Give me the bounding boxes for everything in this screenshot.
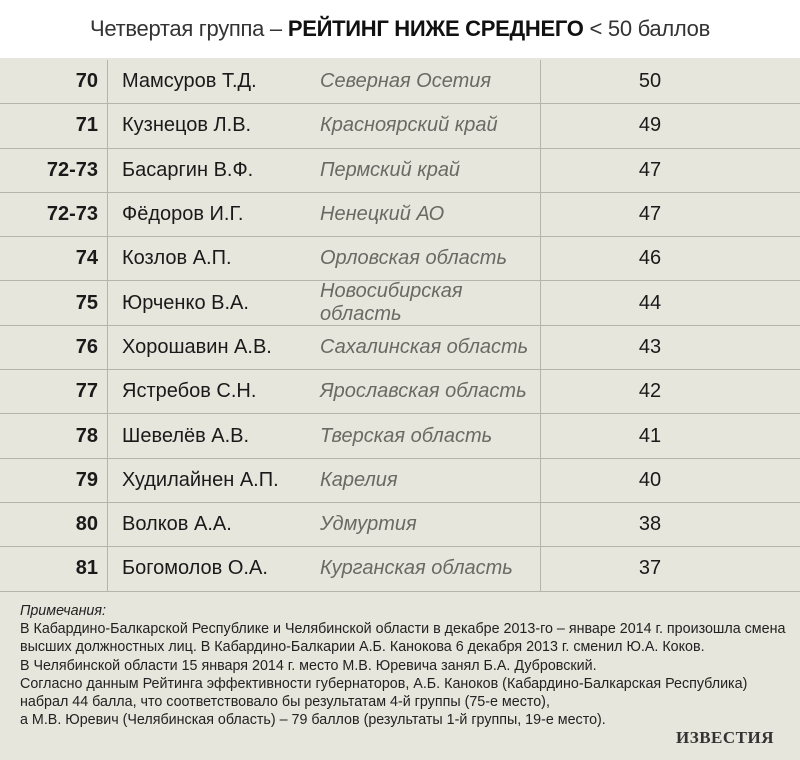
region-cell: Ненецкий АО	[320, 203, 445, 226]
region-cell: Карелия	[320, 468, 398, 491]
region-cell: Тверская область	[320, 424, 493, 447]
score-cell: 43	[638, 335, 662, 358]
table-row	[0, 503, 800, 547]
score-cell: 47	[638, 158, 662, 181]
region-cell: Ярославская область	[320, 380, 527, 403]
name-cell: Худилайнен А.П.	[122, 468, 279, 491]
table-row	[0, 104, 800, 148]
title-prefix: Четвертая группа –	[90, 16, 282, 41]
score-cell: 46	[638, 247, 662, 270]
region-cell: Курганская область	[320, 557, 513, 580]
rank-cell: 74	[75, 247, 98, 270]
rank-cell: 77	[75, 380, 98, 403]
table-row	[0, 547, 800, 591]
rank-cell: 79	[75, 468, 98, 491]
score-cell: 49	[638, 114, 662, 137]
rank-cell: 81	[75, 557, 98, 580]
name-cell: Басаргин В.Ф.	[122, 158, 254, 181]
name-cell: Волков А.А.	[122, 513, 232, 536]
rank-cell: 76	[75, 335, 98, 358]
table-row	[0, 60, 800, 104]
region-cell: Пермский край	[320, 158, 461, 181]
score-cell: 44	[638, 291, 662, 314]
note-line: а М.В. Юревич (Челябинская область) – 79 баллов (результаты 1-й группы, 19-е место).	[20, 712, 606, 729]
rank-cell: 72-73	[46, 158, 98, 181]
name-cell: Фёдоров И.Г.	[122, 203, 244, 226]
rank-cell: 70	[75, 70, 98, 93]
notes	[20, 602, 786, 729]
score-cell: 42	[638, 380, 662, 403]
name-cell: Мамсуров Т.Д.	[122, 70, 257, 93]
score-cell: 38	[638, 513, 662, 536]
column-divider	[540, 60, 541, 592]
note-line: В Кабардино-Балкарской Республике и Челябинской области в декабре 2013-го – январе 2014 г. произошла смена	[20, 621, 786, 638]
table-row	[0, 193, 800, 237]
note-line: Согласно данным Рейтинга эффективности губернаторов, А.Б. Каноков (Кабардино-Балкарская Республика)	[20, 675, 748, 692]
name-cell: Козлов А.П.	[122, 247, 232, 270]
column-divider	[107, 60, 108, 592]
rating-table	[0, 60, 800, 592]
table-row	[0, 370, 800, 414]
region-cell: Удмуртия	[320, 513, 417, 536]
table-row	[0, 459, 800, 503]
izvestia-logo: ИЗВЕСТИЯ	[676, 728, 774, 747]
table-row	[0, 149, 800, 193]
score-cell: 50	[638, 70, 662, 93]
table-title	[0, 0, 800, 58]
table-row	[0, 281, 800, 325]
rank-cell: 71	[75, 114, 98, 137]
name-cell: Хорошавин А.В.	[122, 335, 272, 358]
region-cell: Сахалинская область	[320, 335, 529, 358]
note-line: высших должностных лиц. В Кабардино-Балкарии А.Б. Канокова 6 декабря 2013 г. сменил Ю.А. Коков.	[20, 639, 705, 656]
title-suffix: < 50 баллов	[589, 16, 710, 41]
score-cell: 40	[638, 468, 662, 491]
note-line: В Челябинской области 15 января 2014 г. место М.В. Юревича занял Б.А. Дубровский.	[20, 657, 597, 674]
table-row	[0, 237, 800, 281]
name-cell: Кузнецов Л.В.	[122, 114, 252, 137]
title-emphasis: РЕЙТИНГ НИЖЕ СРЕДНЕГО	[287, 16, 584, 41]
rank-cell: 78	[75, 424, 98, 447]
region-cell: Новосибирская область	[320, 280, 463, 326]
score-cell: 47	[638, 203, 662, 226]
notes-title: Примечания:	[20, 603, 106, 619]
region-cell: Орловская область	[320, 247, 507, 270]
region-cell: Красноярский край	[320, 114, 498, 137]
name-cell: Юрченко В.А.	[122, 291, 249, 314]
rank-cell: 72-73	[46, 203, 98, 226]
rank-cell: 80	[75, 513, 98, 536]
table-row	[0, 414, 800, 458]
score-cell: 37	[638, 557, 662, 580]
region-cell: Северная Осетия	[320, 70, 492, 93]
note-line: набрал 44 балла, что соответствовало бы результатам 4-й группы (75-е место),	[20, 694, 550, 711]
rank-cell: 75	[75, 291, 98, 314]
name-cell: Богомолов О.А.	[122, 557, 268, 580]
name-cell: Шевелёв А.В.	[122, 424, 250, 447]
score-cell: 41	[638, 424, 662, 447]
table-row	[0, 326, 800, 370]
name-cell: Ястребов С.Н.	[122, 380, 257, 403]
